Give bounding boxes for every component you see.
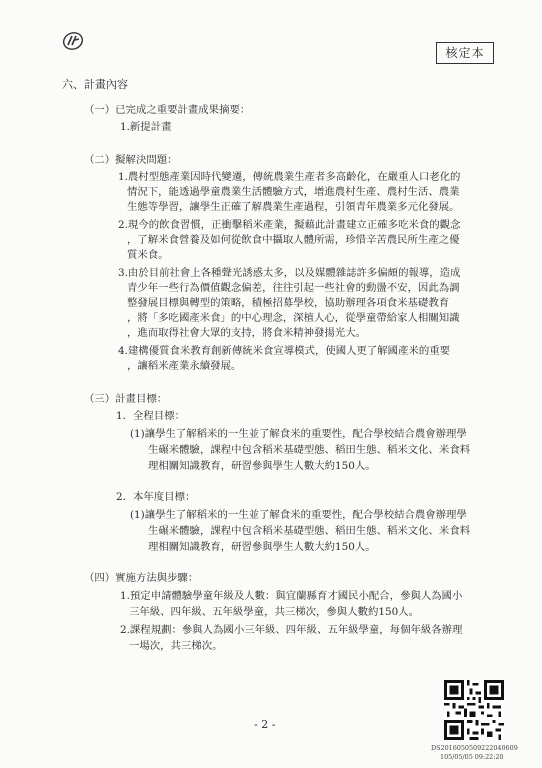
text-line: 生碾米體驗，課程中包含稻米基礎型態、稻田生態、稻米文化、米食料 [148, 444, 471, 456]
text-line: 理相關知識教育，研習參與學生人數大約150人。 [148, 541, 376, 553]
heading-problems: （二）擬解決問題： [84, 154, 178, 166]
page-number: - 2 - [254, 718, 276, 731]
text-line: 生碾米體驗，課程中包含稻米基礎型態、稻田生態、稻米文化、米食料 [148, 525, 471, 537]
heading-goals: （三）計畫目標： [84, 393, 168, 405]
text-line: (1)讓學生了解稻米的一生並了解食米的重要性，配合學校結合農會辦理學 [130, 428, 467, 440]
text-line: ，進而取得社會大眾的支持，將食米精神發揚光大。 [127, 327, 366, 339]
heading-completed-results: （一）已完成之重要計畫成果摘要： [84, 104, 251, 116]
text-line: 3.由於目前社會上各種聲光誘惑太多，以及媒體雜誌許多偏頗的報導，造成 [118, 267, 461, 279]
organization-logo-icon [62, 30, 84, 52]
text-line: 1.預定申請體驗學童年級及人數：與宜蘭縣育才國民小配合，參與人為國小 [120, 590, 463, 602]
text-line: 1.農村型態產業因時代變遷，傳統農業生產者多高齡化，在嚴重人口老化的 [118, 171, 461, 183]
text-line: 理相關知識教育，研習參與學生人數大約150人。 [148, 460, 376, 472]
approved-stamp: 核定本 [436, 42, 494, 64]
text-line: 整發展目標與轉型的策略，積極招募學校，協助辦理各項食米基礎教育 [127, 297, 450, 309]
document-id: DS2016050509222040609 [431, 744, 518, 752]
section-title: 六、計畫內容 [62, 78, 128, 91]
text-line: ，讓稻米產業永續發展。 [127, 360, 242, 372]
text-line: ，了解米食營養及如何從飲食中攝取人體所需，珍惜辛苦農民所生產之優 [127, 234, 460, 246]
text-line: (1)讓學生了解稻米的一生並了解食米的重要性，配合學校結合農會辦理學 [130, 509, 467, 521]
text-line: 1.新提計畫 [120, 121, 172, 133]
text-line: 2.課程規劃：參與人為國小三年級、四年級、五年級學童，每個年級各辦理 [120, 624, 463, 636]
text-line: 質米食。 [127, 249, 169, 261]
document-timestamp: 105/05/05 09:22:20 [440, 753, 504, 761]
subheading-annual-goal: 2．本年度目標： [116, 491, 196, 503]
text-line: 4.建構優質食米教育創新傳統米食宣導模式，使國人更了解國產米的重要 [118, 345, 451, 357]
text-line: 2.現今的飲食習慣，正衝擊稻米產業，擬藉此計畫建立正確多吃米食的觀念 [118, 219, 461, 231]
text-line: 青少年一些行為價值觀念偏差，往往引起一些社會的動盪不安，因此為調 [127, 282, 460, 294]
text-line: 三年級、四年級、五年級學童，共三梯次，參與人數約150人。 [129, 606, 419, 618]
text-line: 情況下，能透過學童農業生活體驗方式，增進農村生產、農村生活、農業 [127, 186, 460, 198]
subheading-overall-goal: 1．全程目標： [116, 410, 185, 422]
text-line: ，將「多吃國產米食」的中心理念，深植人心，從學童帶給家人相關知識 [127, 312, 460, 324]
heading-methods: （四）實施方法與步驟： [84, 572, 199, 584]
qr-code-icon [444, 680, 504, 740]
text-line: 一場次，共三梯次。 [129, 640, 223, 652]
text-line: 生態等學習，讓學生正確了解農業生產過程，引領青年農業多元化發展。 [127, 201, 460, 213]
